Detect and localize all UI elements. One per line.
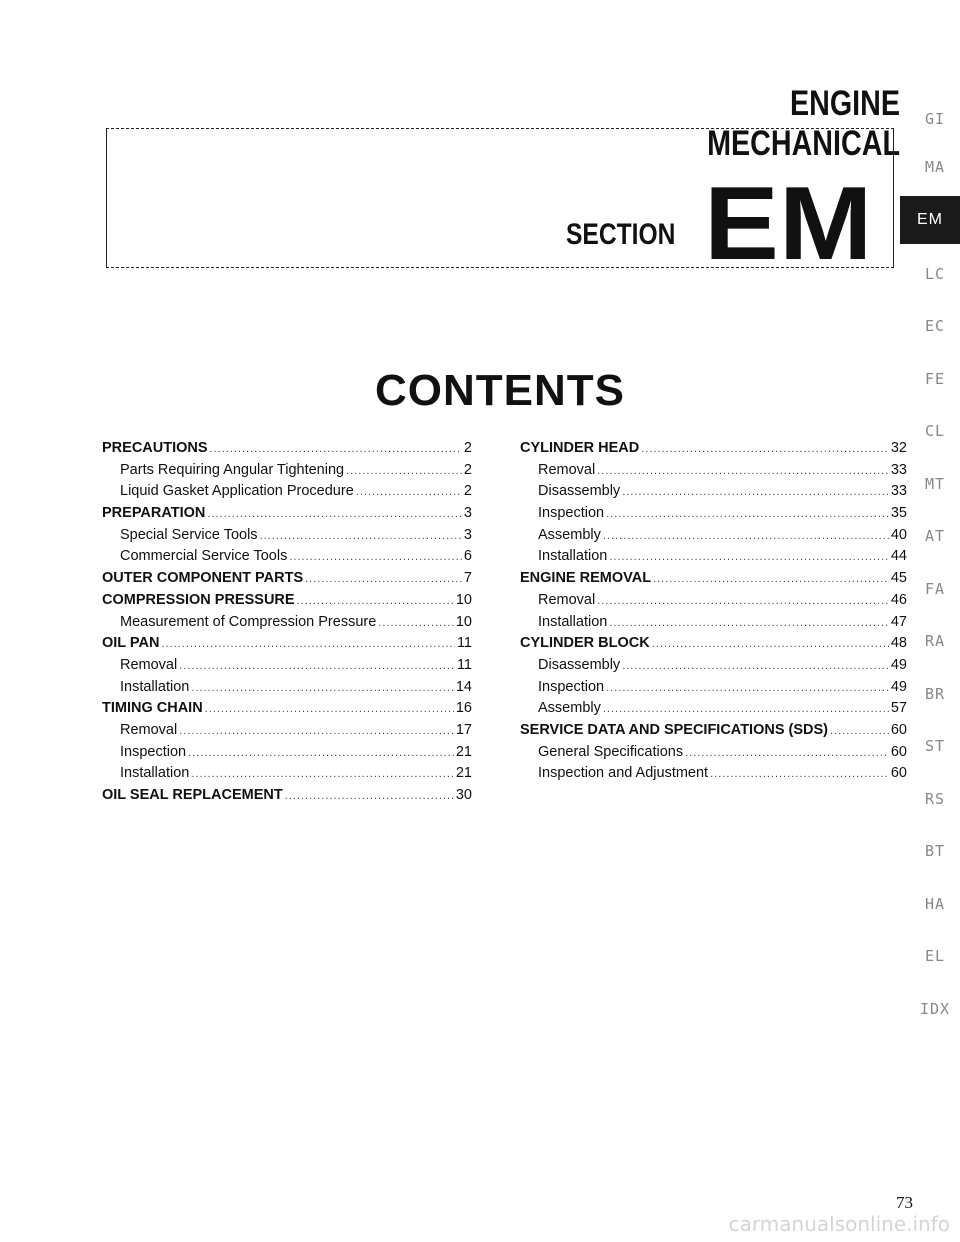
toc-entry[interactable] <box>520 440 907 462</box>
toc-entry[interactable] <box>520 462 907 484</box>
section-tab-ra[interactable]: RA <box>924 632 946 650</box>
toc-entry-page: 14 <box>455 678 472 695</box>
section-tab-at[interactable]: AT <box>924 527 946 545</box>
toc-entry-page: 30 <box>455 787 472 803</box>
section-tab-ma[interactable]: MA <box>924 158 946 176</box>
toc-entry[interactable] <box>102 657 472 679</box>
toc-left-column <box>102 440 472 809</box>
toc-entry[interactable] <box>102 744 472 766</box>
toc-entry-page: 33 <box>890 483 907 500</box>
section-tab-fa[interactable]: FA <box>924 580 946 598</box>
toc-entry-label: Installation <box>538 548 608 565</box>
toc-dot-leader <box>652 638 889 650</box>
toc-dot-leader <box>609 617 889 629</box>
toc-entry[interactable] <box>520 505 907 527</box>
toc-dot-leader <box>830 725 889 737</box>
page-number: 73 <box>896 1193 913 1212</box>
toc-dot-leader <box>597 595 889 607</box>
toc-dot-leader <box>285 790 454 802</box>
toc-entry-page: 2 <box>463 483 472 500</box>
toc-dot-leader <box>305 573 462 585</box>
toc-dot-leader <box>641 443 889 455</box>
toc-dot-leader <box>188 747 454 759</box>
toc-entry[interactable] <box>520 744 907 766</box>
toc-entry-page: 46 <box>890 591 907 608</box>
toc-entry-label: Measurement of Compression Pressure <box>120 613 377 630</box>
toc-entry[interactable] <box>102 527 472 549</box>
toc-entry-label: CYLINDER HEAD <box>520 440 640 456</box>
toc-entry[interactable] <box>102 722 472 744</box>
toc-entry-label: Installation <box>538 613 608 630</box>
toc-entry-label: OIL SEAL REPLACEMENT <box>102 787 283 803</box>
toc-entry-page: 40 <box>890 526 907 543</box>
section-tab-st[interactable]: ST <box>924 737 946 755</box>
toc-entry[interactable] <box>520 700 907 722</box>
toc-entry-label: Installation <box>120 765 190 782</box>
toc-dot-leader <box>210 443 462 455</box>
toc-entry-page: 60 <box>890 721 907 738</box>
toc-dot-leader <box>356 486 462 498</box>
section-tab-cl[interactable]: CL <box>924 422 946 440</box>
section-tab-ha[interactable]: HA <box>924 895 946 913</box>
watermark: carmanualsonline.info <box>728 1212 950 1236</box>
section-tab-ec[interactable]: EC <box>924 317 946 335</box>
toc-entry-label: PREPARATION <box>102 505 206 522</box>
toc-entry-label: Inspection <box>538 678 605 695</box>
toc-entry-page: 47 <box>890 613 907 630</box>
toc-entry-page: 21 <box>455 743 472 760</box>
toc-dot-leader <box>378 617 454 629</box>
toc-right-column <box>520 440 907 787</box>
toc-entry[interactable] <box>102 679 472 701</box>
toc-entry-label: Inspection <box>120 743 187 760</box>
toc-entry-label: Removal <box>538 461 596 478</box>
toc-entry[interactable] <box>102 462 472 484</box>
toc-entry-page: 57 <box>890 700 907 717</box>
toc-entry-label: Assembly <box>538 526 601 543</box>
section-tab-idx[interactable]: IDX <box>919 1000 951 1018</box>
toc-entry-page: 35 <box>890 505 907 522</box>
toc-entry[interactable] <box>520 657 907 679</box>
toc-dot-leader <box>710 768 889 780</box>
toc-entry-page: 10 <box>455 613 472 630</box>
toc-entry-page: 3 <box>463 526 472 543</box>
toc-entry-page: 6 <box>463 548 472 565</box>
toc-entry[interactable] <box>520 527 907 549</box>
toc-entry-label: OIL PAN <box>102 635 160 652</box>
toc-dot-leader <box>205 703 454 715</box>
contents-heading: CONTENTS <box>375 366 625 415</box>
toc-entry[interactable] <box>520 570 907 592</box>
toc-dot-leader <box>179 725 454 737</box>
section-tab-el[interactable]: EL <box>924 947 946 965</box>
section-tab-bt[interactable]: BT <box>924 842 946 860</box>
toc-entry[interactable] <box>102 700 472 722</box>
toc-entry[interactable] <box>102 505 472 527</box>
toc-dot-leader <box>597 465 889 477</box>
section-tab-mt[interactable]: MT <box>924 475 946 493</box>
toc-entry-label: ENGINE REMOVAL <box>520 570 652 587</box>
toc-entry-page: 2 <box>463 461 472 478</box>
toc-dot-leader <box>207 508 462 520</box>
toc-entry-page: 3 <box>463 505 472 522</box>
toc-entry[interactable] <box>520 765 907 787</box>
section-tab-lc[interactable]: LC <box>924 265 946 283</box>
toc-entry[interactable] <box>520 722 907 744</box>
toc-entry-page: 10 <box>455 591 472 608</box>
toc-dot-leader <box>297 595 454 607</box>
toc-entry-label: Disassembly <box>538 483 621 500</box>
toc-entry[interactable] <box>520 635 907 657</box>
toc-dot-leader <box>603 530 889 542</box>
toc-dot-leader <box>191 682 454 694</box>
toc-entry-label: Removal <box>120 656 178 673</box>
toc-entry[interactable] <box>520 483 907 505</box>
toc-dot-leader <box>622 486 889 498</box>
toc-dot-leader <box>289 551 462 563</box>
toc-entry-page: 2 <box>463 440 472 456</box>
toc-dot-leader <box>685 747 889 759</box>
toc-entry[interactable] <box>102 440 472 462</box>
toc-entry-label: Commercial Service Tools <box>120 548 288 565</box>
toc-entry-label: Removal <box>538 591 596 608</box>
toc-entry-page: 7 <box>463 570 472 587</box>
toc-entry-page: 21 <box>455 765 472 782</box>
toc-entry[interactable] <box>102 570 472 592</box>
section-index-tabs <box>900 0 960 1242</box>
toc-entry-label: TIMING CHAIN <box>102 700 203 717</box>
toc-dot-leader <box>191 768 454 780</box>
toc-dot-leader <box>622 660 889 672</box>
toc-entry[interactable] <box>520 614 907 636</box>
toc-entry-label: Removal <box>120 721 178 738</box>
toc-entry-page: 60 <box>890 765 907 782</box>
toc-entry-label: PRECAUTIONS <box>102 440 208 456</box>
toc-entry-label: CYLINDER BLOCK <box>520 635 650 652</box>
toc-entry[interactable] <box>520 679 907 701</box>
section-tab-gi[interactable]: GI <box>924 110 946 128</box>
toc-entry-label: COMPRESSION PRESSURE <box>102 591 295 608</box>
toc-dot-leader <box>653 573 889 585</box>
toc-dot-leader <box>346 465 462 477</box>
toc-entry-label: General Specifications <box>538 743 684 760</box>
toc-dot-leader <box>179 660 455 672</box>
toc-entry-label: Assembly <box>538 700 601 717</box>
toc-entry[interactable] <box>520 592 907 614</box>
toc-entry[interactable] <box>102 765 472 787</box>
toc-entry-page: 11 <box>456 656 472 673</box>
toc-entry-label: SERVICE DATA AND SPECIFICATIONS (SDS) <box>520 721 829 738</box>
toc-entry-page: 48 <box>890 635 907 652</box>
toc-entry-page: 45 <box>890 570 907 587</box>
toc-entry-page: 44 <box>890 548 907 565</box>
toc-dot-leader <box>260 530 462 542</box>
toc-entry-label: OUTER COMPONENT PARTS <box>102 570 304 587</box>
toc-entry[interactable] <box>520 548 907 570</box>
toc-entry-page: 16 <box>455 700 472 717</box>
section-code: EM <box>704 166 873 282</box>
toc-entry[interactable] <box>102 548 472 570</box>
toc-entry-label: Inspection <box>538 505 605 522</box>
toc-entry[interactable] <box>102 592 472 614</box>
section-tab-fe[interactable]: FE <box>924 370 946 388</box>
toc-entry-page: 60 <box>890 743 907 760</box>
toc-entry-page: 49 <box>890 656 907 673</box>
toc-entry-label: Liquid Gasket Application Procedure <box>120 483 354 500</box>
section-tab-rs[interactable]: RS <box>924 790 946 808</box>
toc-dot-leader <box>609 551 889 563</box>
toc-entry[interactable] <box>102 787 472 809</box>
toc-entry[interactable] <box>102 483 472 505</box>
toc-entry-page: 49 <box>890 678 907 695</box>
toc-entry-label: Parts Requiring Angular Tightening <box>120 461 345 478</box>
toc-entry-page: 32 <box>890 440 907 456</box>
toc-dot-leader <box>606 508 889 520</box>
toc-entry[interactable] <box>102 635 472 657</box>
toc-entry-label: Inspection and Adjustment <box>538 765 709 782</box>
section-tab-br[interactable]: BR <box>924 685 946 703</box>
toc-entry-page: 17 <box>455 721 472 738</box>
toc-entry-label: Special Service Tools <box>120 526 258 543</box>
toc-dot-leader <box>606 682 889 694</box>
toc-entry-label: Disassembly <box>538 656 621 673</box>
toc-dot-leader <box>603 703 889 715</box>
section-label: SECTION <box>566 218 676 251</box>
toc-dot-leader <box>161 638 454 650</box>
toc-entry-page: 11 <box>456 635 472 652</box>
section-title: ENGINE MECHANICAL <box>707 84 900 163</box>
section-tab-em[interactable]: EM <box>900 196 960 244</box>
toc-entry-page: 33 <box>890 461 907 478</box>
toc-entry[interactable] <box>102 614 472 636</box>
toc-entry-label: Installation <box>120 678 190 695</box>
